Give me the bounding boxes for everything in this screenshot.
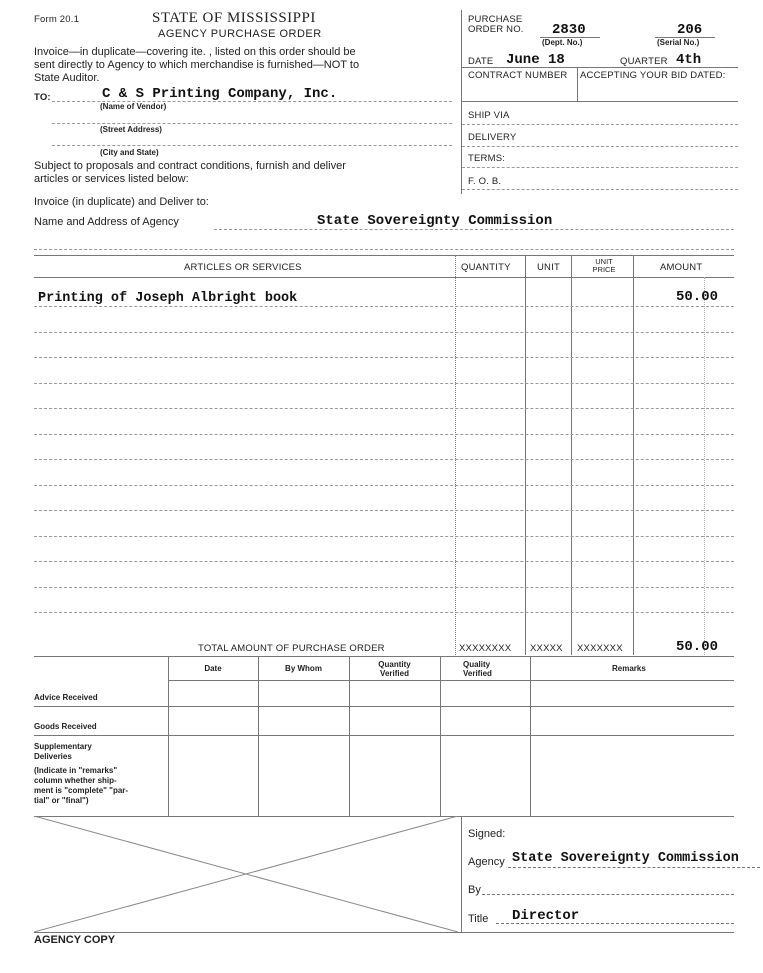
- order-date: June 18: [506, 52, 565, 68]
- by-label: By: [468, 884, 481, 896]
- invoice-note-line-3: State Auditor.: [34, 72, 100, 84]
- state-title: STATE OF MISSISSIPPI: [152, 10, 316, 26]
- agency-name-label: Name and Address of Agency: [34, 216, 179, 228]
- delivery-label: DELIVERY: [468, 132, 517, 143]
- subject-line-2: articles or services listed below:: [34, 173, 189, 185]
- serial-number-label: (Serial No.): [657, 38, 700, 47]
- terms-label: TERMS:: [468, 153, 506, 164]
- total-amount: 50.00: [676, 639, 719, 655]
- subject-line-1: Subject to proposals and contract conditions, furnish and deliver: [34, 160, 346, 172]
- crossed-out-area: [34, 816, 458, 932]
- accepting-bid-label: ACCEPTING YOUR BID DATED:: [580, 70, 726, 81]
- receipt-remarks-header: Remarks: [612, 664, 646, 673]
- invoice-note-line-2: sent directly to Agency to which merchandise is furnished—NOT to: [34, 59, 360, 71]
- item-row-line: [34, 510, 734, 511]
- vendor-name: C & S Printing Company, Inc.: [102, 86, 338, 102]
- item-row-line: [34, 561, 734, 562]
- item-row-line: [34, 332, 734, 333]
- total-label: TOTAL AMOUNT OF PURCHASE ORDER: [198, 643, 385, 654]
- item-1-article: Printing of Joseph Albright book: [38, 291, 298, 306]
- receipt-date-header: Date: [204, 664, 222, 673]
- item-row-line: [34, 485, 734, 486]
- quarter-value: 4th: [676, 52, 702, 68]
- item-row-line: [34, 306, 734, 307]
- date-label: DATE: [468, 56, 494, 67]
- city-state-label: (City and State): [100, 148, 159, 157]
- contract-number-label: CONTRACT NUMBER: [468, 70, 568, 81]
- dept-number-label: (Dept. No.): [542, 38, 583, 47]
- goods-received-label: Goods Received: [34, 722, 97, 731]
- fob-label: F. O. B.: [468, 176, 502, 187]
- total-price-x: XXXXXXX: [577, 643, 623, 654]
- signer-title: Director: [512, 908, 580, 924]
- serial-number: 206: [677, 22, 703, 38]
- unit-price-column-header: UNIT PRICE: [592, 257, 616, 274]
- item-row-line: [34, 612, 734, 613]
- receipt-by-whom-header: By Whom: [285, 664, 322, 673]
- remarks-instruction-note: (Indicate in "remarks" column whether ship- ment is "complete" "par- tial" or "final"): [34, 766, 129, 805]
- quantity-column-header: QUANTITY: [461, 262, 511, 273]
- item-row-line: [34, 434, 734, 435]
- ship-via-label: SHIP VIA: [468, 110, 510, 121]
- item-row-line: [34, 383, 734, 384]
- po-label-1: PURCHASE: [468, 14, 523, 25]
- vendor-name-label: (Name of Vendor): [100, 102, 167, 111]
- articles-column-header: ARTICLES OR SERVICES: [184, 262, 302, 273]
- total-unit-x: XXXXX: [530, 643, 563, 654]
- total-quantity-x: XXXXXXXX: [459, 643, 512, 654]
- supplementary-deliveries-label: Supplementary Deliveries: [34, 742, 92, 761]
- signed-label: Signed:: [468, 828, 506, 840]
- sig-agency-label: Agency: [468, 856, 505, 868]
- unit-column-header: UNIT: [537, 262, 560, 273]
- item-row-line: [34, 536, 734, 537]
- form-number: Form 20.1: [34, 14, 80, 25]
- receipt-quality-verified-header: Quality Verified: [463, 660, 492, 678]
- street-address-label: (Street Address): [100, 125, 162, 134]
- dept-number: 2830: [552, 22, 586, 38]
- agency-name: State Sovereignty Commission: [317, 213, 553, 229]
- title-label: Title: [468, 913, 489, 925]
- invoice-deliver-label: Invoice (in duplicate) and Deliver to:: [34, 196, 209, 208]
- form-title: AGENCY PURCHASE ORDER: [158, 28, 322, 40]
- item-1-amount: 50.00: [676, 289, 719, 305]
- po-label-2: ORDER NO.: [468, 24, 524, 35]
- invoice-note-line-1: Invoice—in duplicate—covering ite. , listed on this order should be: [34, 46, 356, 58]
- amount-column-header: AMOUNT: [660, 262, 703, 273]
- item-row-line: [34, 357, 734, 358]
- receipt-quantity-verified-header: Quantity Verified: [378, 660, 411, 678]
- quarter-label: QUARTER: [620, 56, 668, 67]
- advice-received-label: Advice Received: [34, 693, 98, 702]
- item-row-line: [34, 408, 734, 409]
- to-label: TO:: [34, 92, 51, 103]
- sig-agency-name: State Sovereignty Commission: [512, 851, 739, 866]
- agency-copy-label: AGENCY COPY: [34, 934, 116, 946]
- item-row-line: [34, 587, 734, 588]
- item-row-line: [34, 459, 734, 460]
